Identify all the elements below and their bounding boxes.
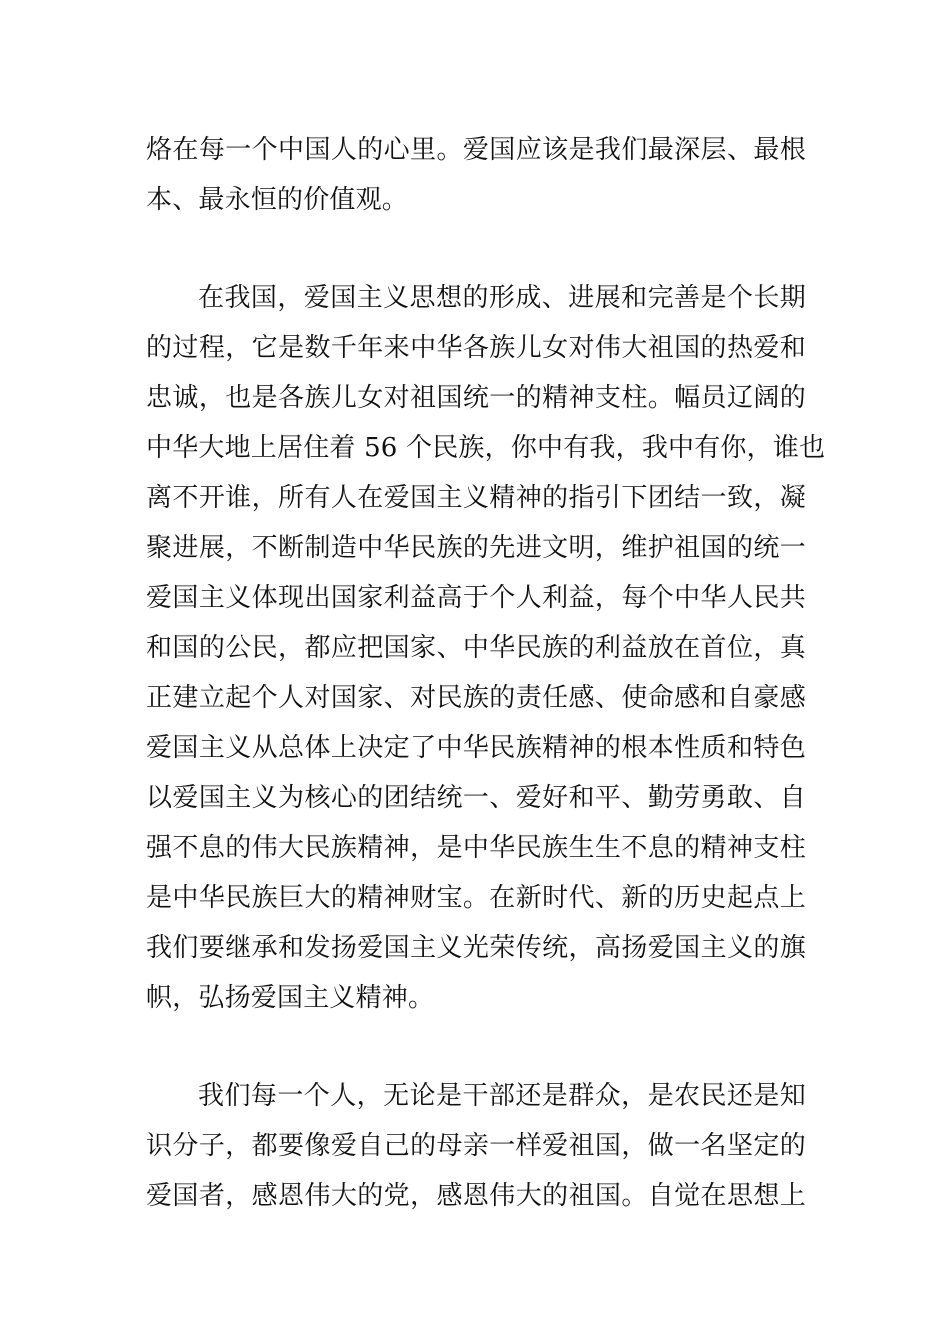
- paragraph-line: 在我国，爱国主义思想的形成、进展和完善是个长期: [198, 283, 806, 313]
- paragraph-line: 爱国主义体现出国家利益高于个人利益，每个中华人民共: [146, 583, 806, 613]
- paragraph-line: 忠诚，也是各族儿女对祖国统一的精神支柱。幅员辽阔的: [146, 383, 806, 413]
- paragraph-line: 识分子，都要像爱自己的母亲一样爱祖国，做一名坚定的: [146, 1131, 806, 1161]
- paragraph-line: 聚进展，不断制造中华民族的先进文明，维护祖国的统一: [146, 533, 806, 563]
- paragraph-line: 我们要继承和发扬爱国主义光荣传统，高扬爱国主义的旗: [146, 933, 806, 963]
- paragraph-line: 帜，弘扬爱国主义精神。: [146, 983, 435, 1013]
- paragraph-line: 我们每一个人，无论是干部还是群众，是农民还是知: [198, 1081, 806, 1111]
- paragraph-line: 以爱国主义为核心的团结统一、爱好和平、勤劳勇敢、自: [146, 783, 806, 813]
- paragraph-line: 强不息的伟大民族精神，是中华民族生生不息的精神支柱: [146, 833, 806, 863]
- paragraph-line: 中华大地上居住着 56 个民族，你中有我，我中有你，谁也: [146, 433, 826, 463]
- paragraph-line: 正建立起个人对国家、对民族的责任感、使命感和自豪感: [146, 683, 806, 713]
- paragraph-line: 烙在每一个中国人的心里。爱国应该是我们最深层、最根: [146, 135, 806, 165]
- paragraph-line: 离不开谁，所有人在爱国主义精神的指引下团结一致，凝: [146, 483, 806, 513]
- paragraph-line: 爱国主义从总体上决定了中华民族精神的根本性质和特色: [146, 733, 806, 763]
- paragraph-line: 本、最永恒的价值观。: [146, 185, 409, 215]
- paragraph-line: 和国的公民，都应把国家、中华民族的利益放在首位，真: [146, 633, 806, 663]
- paragraph-line: 的过程，它是数千年来中华各族儿女对伟大祖国的热爱和: [146, 333, 806, 363]
- paragraph-line: 爱国者，感恩伟大的党，感恩伟大的祖国。自觉在思想上: [146, 1181, 806, 1211]
- paragraph-line: 是中华民族巨大的精神财宝。在新时代、新的历史起点上: [146, 883, 806, 913]
